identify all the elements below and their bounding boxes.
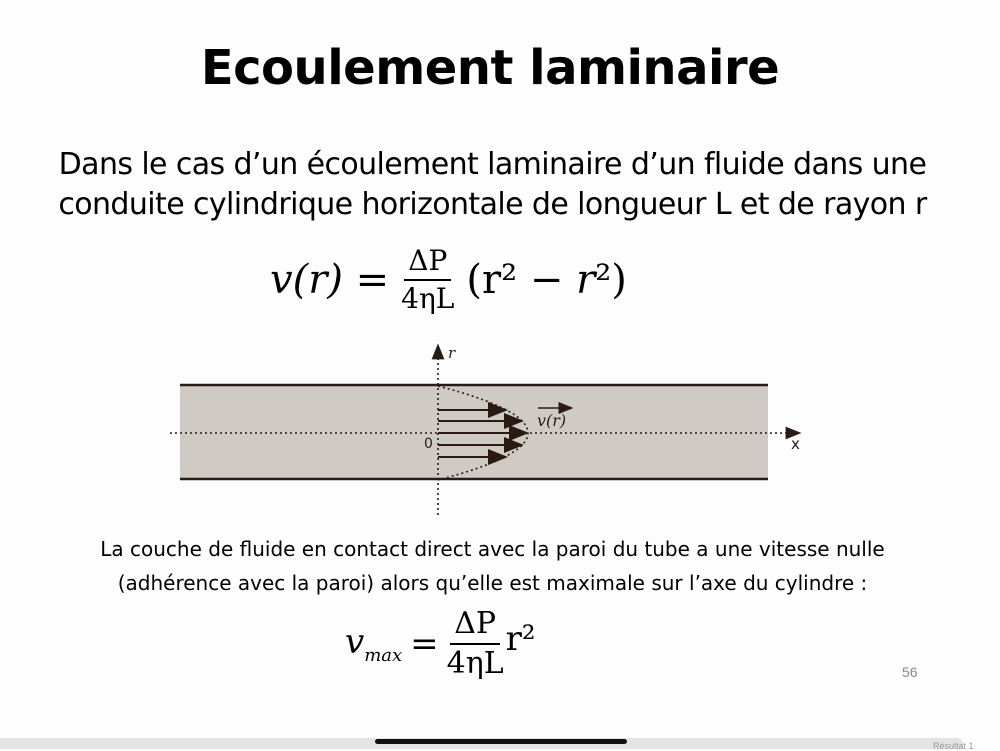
eq-rhs: r²: [505, 619, 536, 659]
explanation-text: [0, 532, 985, 600]
x-axis-label: x: [791, 435, 800, 453]
explanation-line: La couche de fluide en contact direct avec la paroi du tube a une vitesse nulle: [100, 537, 885, 561]
origin-label: 0: [424, 436, 433, 452]
numerator: ΔP: [450, 605, 500, 645]
fraction: [447, 605, 504, 683]
eq-lhs: 𝑣(𝑟) =: [270, 257, 390, 303]
denominator: 4ηL: [446, 646, 504, 681]
vmax-equation: [345, 605, 536, 683]
home-indicator[interactable]: [375, 739, 627, 744]
eq-rhs: (r² − 𝑟²): [466, 257, 627, 303]
r-axis-label: r: [448, 344, 456, 362]
eq-subscript: max: [364, 644, 403, 666]
denominator: 4ηL: [401, 282, 455, 315]
intro-line: conduite cylindrique horizontale de longueur L et de rayon r: [58, 187, 927, 222]
page-number: 56: [902, 664, 918, 680]
intro-line: Dans le cas d’un écoulement laminaire d’un fluide dans une: [58, 147, 927, 182]
footer-text: Résultat 1: [933, 741, 974, 751]
numerator: ΔP: [404, 243, 451, 281]
velocity-label: v(r): [537, 411, 567, 430]
explanation-line: (adhérence avec la paroi) alors qu’elle est maximale sur l’axe du cylindre :: [117, 571, 868, 595]
slide-title: Ecoulement laminaire: [200, 40, 780, 96]
equals-sign: =: [410, 624, 439, 664]
eq-lhs: 𝑣: [345, 622, 365, 663]
